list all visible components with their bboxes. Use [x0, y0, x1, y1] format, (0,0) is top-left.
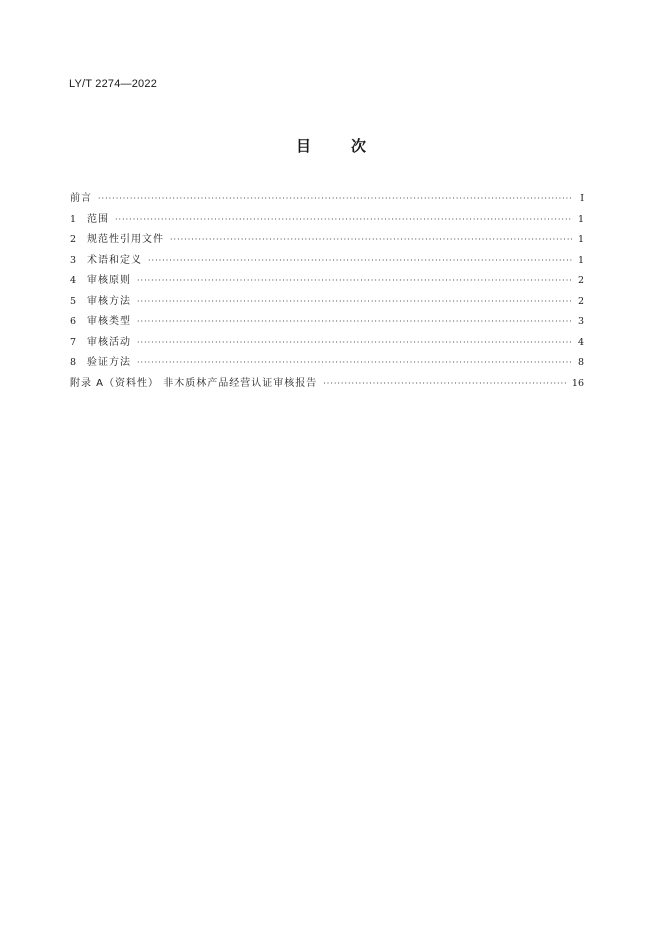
- toc-entry-label: 审核方法: [87, 295, 131, 307]
- toc-page-number: 1: [577, 213, 584, 225]
- toc-entry-5[interactable]: [70, 292, 584, 313]
- toc-entry-3[interactable]: [70, 251, 584, 272]
- page-title: 目次: [295, 137, 406, 155]
- toc-page-number: 4: [577, 336, 584, 348]
- toc-entry-number: 5: [70, 295, 77, 307]
- toc-entry-preface[interactable]: [70, 189, 584, 210]
- toc-entry-label: 前言: [70, 193, 92, 204]
- toc-entry-number: 6: [70, 316, 77, 327]
- toc-leader-dots: [170, 230, 572, 251]
- toc-page-number: 3: [577, 316, 584, 327]
- toc-entry-number: 1: [70, 213, 77, 225]
- toc-entry-number: 2: [70, 234, 77, 245]
- toc-leader-dots: [115, 210, 572, 231]
- toc-entry-label: 规范性引用文件: [87, 234, 164, 245]
- toc-leader-dots: [323, 374, 568, 395]
- toc-page-number: 2: [577, 295, 584, 307]
- toc-entry-number: 4: [70, 275, 77, 286]
- toc-leader-dots: [137, 353, 572, 374]
- toc-entry-number: 7: [70, 336, 77, 348]
- toc-entry-label: 术语和定义: [87, 254, 142, 266]
- toc-entry-label: 附录 A（资料性） 非木质林产品经营认证审核报告: [70, 377, 318, 389]
- toc-entry-7[interactable]: [70, 333, 584, 354]
- toc-leader-dots: [137, 271, 572, 292]
- toc-page-number: 1: [577, 254, 584, 266]
- toc-page-number: 1: [577, 234, 584, 245]
- document-code: LY/T 2274—2022: [69, 78, 158, 90]
- toc-leader-dots: [98, 189, 572, 210]
- toc-entry-8[interactable]: [70, 353, 584, 374]
- toc-entry-label: 审核活动: [87, 336, 131, 348]
- toc-entry-label: 审核类型: [87, 316, 131, 327]
- table-of-contents: [70, 189, 584, 394]
- toc-entry-appendix-a[interactable]: [70, 374, 584, 395]
- toc-entry-label: 范围: [87, 213, 109, 225]
- toc-entry-1[interactable]: [70, 210, 584, 231]
- toc-page-number: 16: [571, 377, 584, 389]
- toc-entry-label: 审核原则: [87, 275, 131, 286]
- toc-leader-dots: [137, 292, 572, 313]
- toc-leader-dots: [137, 333, 572, 354]
- toc-entry-4[interactable]: [70, 271, 584, 292]
- toc-page-number: I: [580, 193, 584, 204]
- toc-entry-2[interactable]: [70, 230, 584, 251]
- toc-page-number: 2: [577, 275, 584, 286]
- toc-entry-number: 3: [70, 254, 77, 266]
- toc-entry-number: 8: [70, 357, 77, 368]
- toc-entry-label: 验证方法: [87, 357, 131, 368]
- toc-leader-dots: [137, 312, 572, 333]
- toc-leader-dots: [148, 251, 572, 272]
- toc-page-number: 8: [577, 357, 584, 368]
- toc-entry-6[interactable]: [70, 312, 584, 333]
